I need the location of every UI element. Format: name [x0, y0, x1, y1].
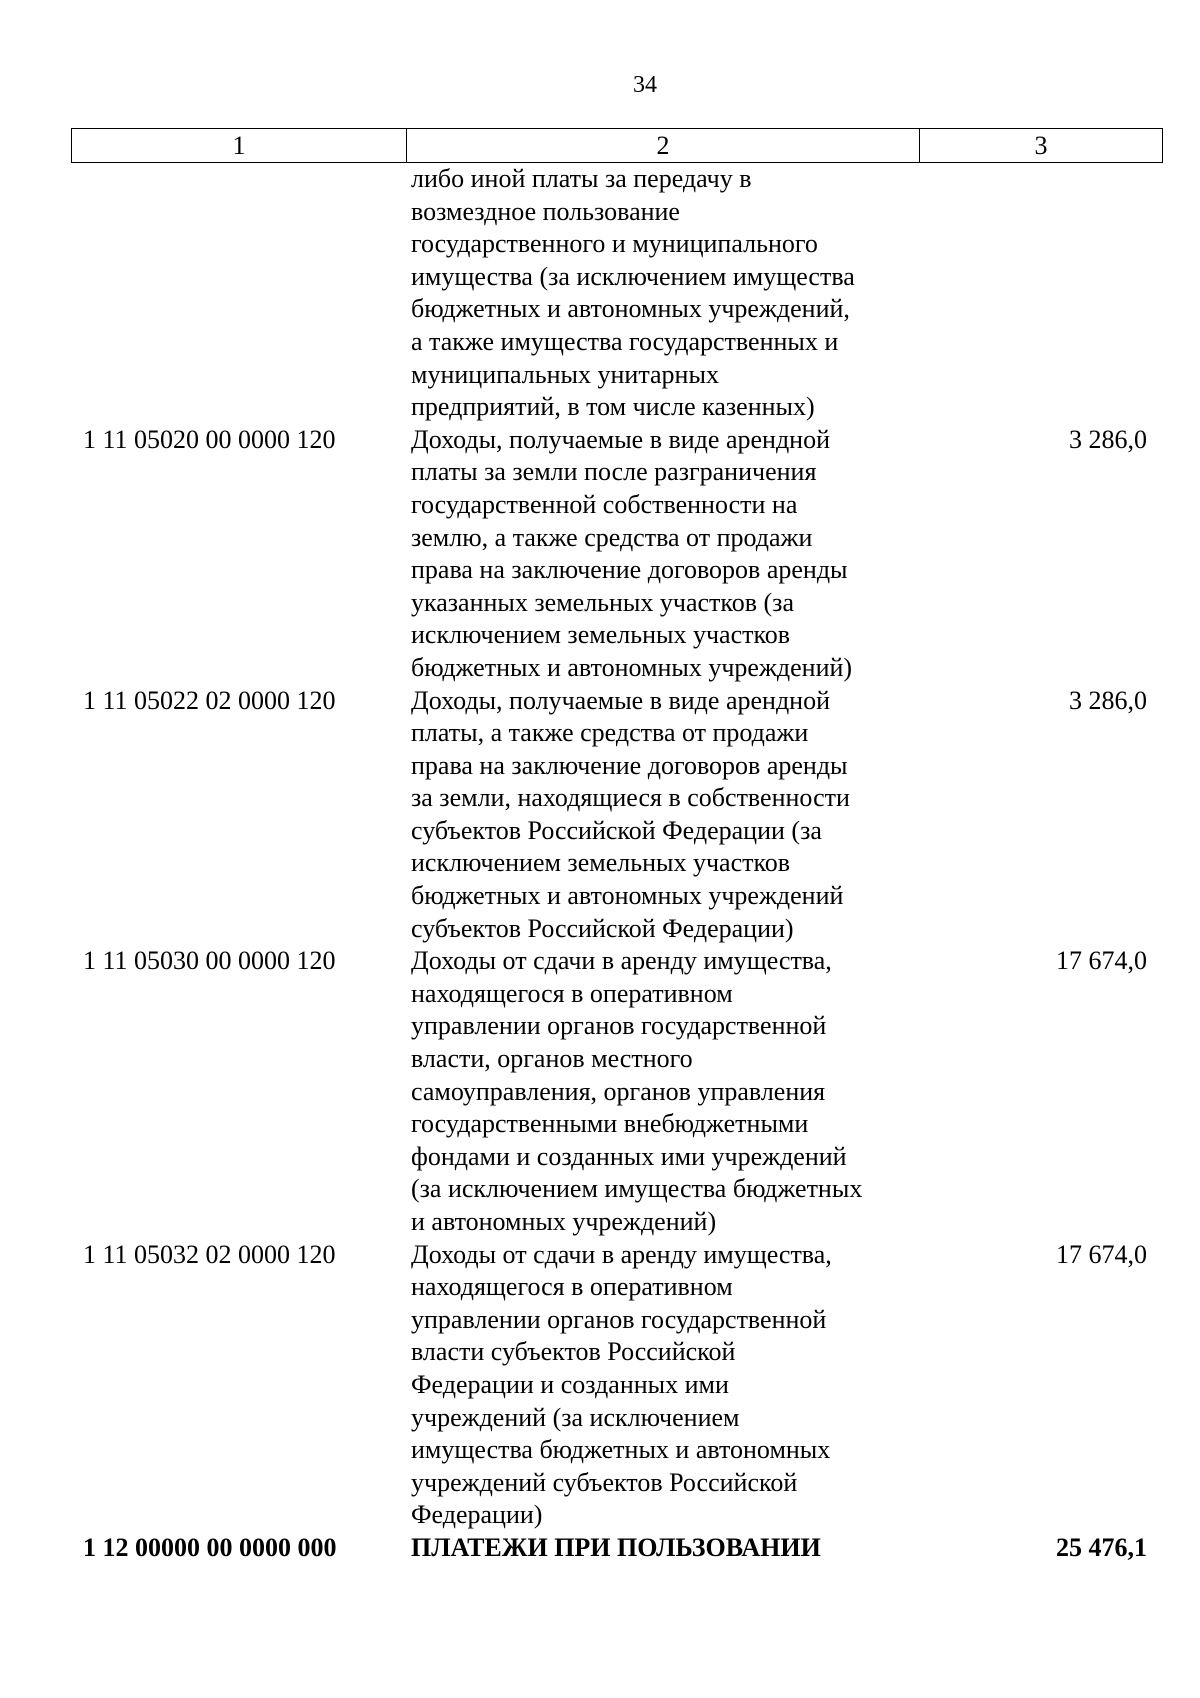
description-line: управлении органов государственной [411, 1304, 827, 1334]
description-line: исключением земельных участков [411, 620, 791, 650]
description-line: субъектов Российской Федерации) [411, 913, 794, 943]
description-line: предприятий, в том числе казенных) [411, 392, 815, 422]
description-line: а также имущества государственных и [411, 326, 839, 356]
description-line: платы, а также средства от продажи [411, 718, 809, 748]
description-line: исключением земельных участков [411, 848, 791, 878]
description-line: бюджетных и автономных учреждений) [411, 652, 853, 682]
header-col-1: 1 [72, 129, 407, 163]
description-line: учреждений (за исключением [411, 1402, 740, 1432]
table-row [71, 945, 1159, 1238]
description-line: субъектов Российской Федерации (за [411, 815, 822, 845]
description-line: указанных земельных участков (за [411, 587, 794, 617]
description-line: Федерации и созданных ими [411, 1369, 729, 1399]
description-line: (за исключением имущества бюджетных [411, 1174, 863, 1204]
description-line: Доходы от сдачи в аренду имущества, [411, 946, 832, 976]
description-line: землю, а также средства от продажи [411, 522, 813, 552]
description-line: самоуправления, органов управления [411, 1076, 826, 1106]
description-line: имущества бюджетных и автономных [411, 1435, 831, 1465]
row-code: 1 11 05022 02 0000 120 [83, 685, 336, 715]
description-line: государственной собственности на [411, 489, 798, 519]
row-code: 1 11 05032 02 0000 120 [83, 1239, 336, 1269]
description-line: управлении органов государственной [411, 1011, 827, 1041]
row-code: 1 11 05020 00 0000 120 [83, 424, 336, 454]
description-line: имущества (за исключением имущества [411, 261, 855, 291]
description-line: бюджетных и автономных учреждений [411, 881, 844, 911]
row-description [405, 163, 889, 424]
row-description [405, 685, 889, 946]
row-description [405, 424, 889, 685]
description-line: власти субъектов Российской [411, 1337, 736, 1367]
page-number: 34 [633, 72, 657, 98]
table-row [71, 163, 1159, 424]
description-line: возмездное пользование [411, 196, 680, 226]
description-line: Доходы, получаемые в виде арендной [411, 424, 830, 454]
description-line: государственного и муниципального [411, 229, 818, 259]
row-amount: 3 286,0 [1069, 424, 1147, 454]
header-col-2: 2 [407, 129, 920, 163]
description-line: Доходы от сдачи в аренду имущества, [411, 1239, 832, 1269]
description-line: и автономных учреждений) [411, 1207, 717, 1236]
description-line: ПЛАТЕЖИ ПРИ ПОЛЬЗОВАНИИ [411, 1532, 821, 1562]
row-amount: 25 476,1 [1056, 1532, 1147, 1562]
description-line: бюджетных и автономных учреждений, [411, 294, 850, 324]
description-line: Доходы, получаемые в виде арендной [411, 685, 830, 715]
description-line: находящегося в оперативном [411, 978, 733, 1008]
row-code: 1 11 05030 00 0000 120 [83, 946, 336, 976]
description-line: права на заключение договоров аренды [411, 555, 848, 585]
table-body [71, 163, 1159, 1565]
table-row [71, 685, 1159, 946]
row-description [405, 945, 889, 1238]
description-line: либо иной платы за передачу в [411, 164, 752, 193]
description-line: находящегося в оперативном [411, 1272, 733, 1302]
row-code: 1 12 00000 00 0000 000 [83, 1532, 337, 1562]
description-line: власти, органов местного [411, 1044, 693, 1074]
description-line: государственными внебюджетными [411, 1109, 809, 1139]
row-description [405, 1532, 889, 1565]
description-line: муниципальных унитарных [411, 359, 719, 389]
description-line: Федерации) [411, 1500, 543, 1530]
table-row [71, 1532, 1159, 1565]
row-description [405, 1239, 889, 1532]
table-row [71, 424, 1159, 685]
row-amount: 17 674,0 [1056, 946, 1147, 976]
description-line: за земли, находящиеся в собственности [411, 783, 850, 813]
table-row [71, 1239, 1159, 1532]
table-header [71, 128, 1163, 163]
row-amount: 3 286,0 [1069, 685, 1147, 715]
header-col-3: 3 [920, 129, 1163, 163]
description-line: платы за земли после разграничения [411, 457, 817, 487]
row-amount: 17 674,0 [1056, 1239, 1147, 1269]
description-line: права на заключение договоров аренды [411, 750, 848, 780]
description-line: фондами и созданных ими учреждений [411, 1141, 847, 1171]
description-line: учреждений субъектов Российской [411, 1467, 798, 1497]
